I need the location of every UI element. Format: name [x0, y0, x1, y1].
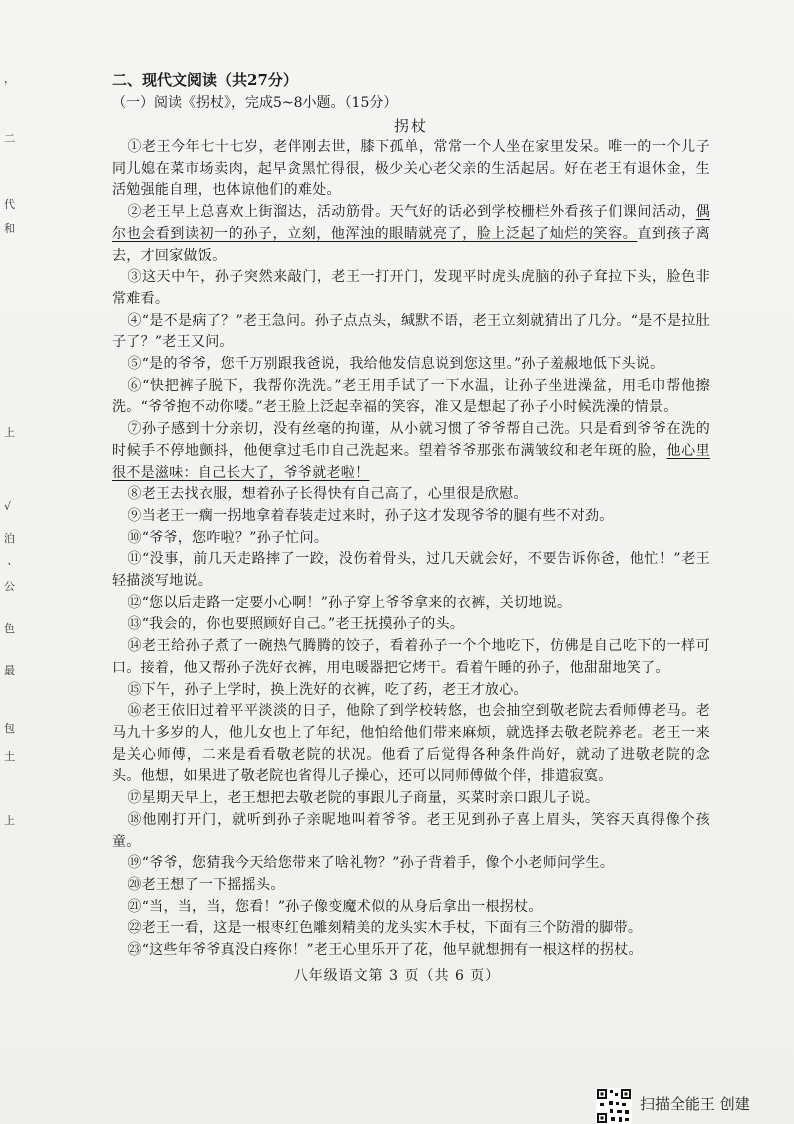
margin-mark: ㆍ [4, 558, 15, 571]
paragraph-text: ①老王今年七十七岁，老伴刚去世，膝下孤单，常常一个人坐在家里发呆。唯一的一个儿子同儿媳在菜市场卖肉，起早贪黑忙得很，极少关心老父亲的生活起居。好在老王有退休金，生活勉强能自理，也体谅他们的难处。 [112, 139, 710, 199]
margin-mark: 和 [4, 222, 15, 235]
paragraph-text: ㉒老王一看，这是一根枣红色雕刻精美的龙头实木手杖，下面有三个防滑的脚带。 [127, 920, 643, 937]
paragraph-text: ⑨当老王一瘸一拐地拿着春装走过来时，孙子这才发现爷爷的腿有些不对劲。 [127, 507, 614, 524]
paragraph-text: ⑥“快把裤子脱下，我帮你洗洗。”老王用手试了一下水温，让孙子坐进澡盆，用毛巾帮他擦洗。“爷爷抱不动你喽。”老王脸上泛起幸福的笑容，准又是想起了孙子小时候洗澡的情景。 [112, 377, 710, 416]
margin-mark: 公 [4, 580, 15, 593]
paragraph-text: 直到孩子离去，才回家做饭。 [112, 225, 710, 264]
margin-mark: 二 [4, 132, 15, 145]
story-paragraph [112, 202, 710, 267]
paragraph-text: ④“是不是病了？”老王急问。孙子点点头，缄默不语，老王立刻就猜出了几分。“是不是拉肚子了？”老王又问。 [112, 312, 710, 351]
margin-mark: ， [4, 72, 15, 85]
story-paragraph [112, 354, 710, 376]
paragraph-text: ⑲“爷爷，您猜我今天给您带来了啥礼物？”孙子背着手，像个小老师问学生。 [127, 855, 615, 872]
story-paragraph [112, 614, 710, 636]
section-title: 二、现代文阅读（共27分） [112, 71, 298, 89]
page-footer: 八年级语文第 3 页（共 6 页） [293, 968, 501, 984]
margin-mark: 包 [4, 722, 15, 735]
story-paragraph [112, 549, 710, 592]
story-paragraph [112, 267, 710, 310]
paragraph-text: ⑳老王想了一下摇摇头。 [127, 876, 285, 893]
story-paragraph [112, 506, 710, 528]
story-paragraph [112, 593, 710, 615]
story-paragraph [112, 528, 710, 550]
margin-mark: √ [4, 500, 12, 513]
paragraph-text: ⑬“我会的，你也要照顾好自己。”老王抚摸孙子的头。 [127, 616, 465, 633]
paragraph-text: ③这天中午，孙子突然来敲门，老王一打开门，发现平时虎头虎脑的孙子耷拉下头，脸色非常难看。 [112, 269, 710, 307]
paragraph-text: ⑤“是的爷爷，您千万别跟我爸说，我给他发信息说到您这里。”孙子羞赧地低下头说。 [127, 356, 665, 373]
paragraph-text: ⑱他刚打开门，就听到孙子亲昵地叫着爷爷。老王见到孙子喜上眉头，笑容天真得像个孩童。 [112, 811, 710, 850]
story-paragraph [112, 897, 710, 919]
binding-margin [0, 0, 22, 1124]
story-paragraph [112, 918, 710, 940]
underlined-sentence: 他心里很不是滋味：自己长大了，爷爷就老啦！ [112, 442, 710, 481]
paragraph-text: ⑪“没事，前几天走路摔了一跤，没伤着骨头，过几天就会好，不要告诉你爸，他忙！”老王轻描淡写地说。 [112, 551, 710, 590]
paragraph-text: ⑮下午，孙子上学时，换上洗好的衣裤，吃了药，老王才放心。 [127, 681, 528, 698]
story-paragraph [112, 940, 710, 962]
story-paragraph [112, 484, 710, 506]
scanner-watermark: 扫描全能王 创建 [640, 1095, 750, 1113]
margin-mark: 上 [4, 814, 15, 827]
margin-mark: 代 [4, 198, 15, 211]
story-paragraph [112, 636, 710, 679]
paragraph-text: ⑯老王依旧过着平平淡淡的日子，他除了到学校转悠，也会抽空到敬老院去看师傅老马。老马九十多岁的人，他儿女也上了年纪，他怕给他们带来麻烦，就选择去敬老院养老。老王一来是关心师傅，二来是看看敬老院的状况。他看了后觉得各种条件尚好，就动了进敬老院的念头。他想，如果进了敬老院也省得儿子操心，还可以同师傅做个伴，排遣寂寞。 [112, 703, 710, 785]
reading-section [112, 70, 710, 962]
paragraph-text: ⑫“您以后走路一定要小心啊！”孙子穿上爷爷拿来的衣裤，关切地说。 [127, 594, 572, 611]
paragraph-text: ㉑“当，当，当，您看！”孙子像变魔术似的从身后拿出一根拐杖。 [127, 898, 543, 915]
paragraph-text: ⑩“爷爷，您咋啦？”孙子忙问。 [127, 529, 329, 546]
paragraph-text: ⑭老王给孙子煮了一碗热气腾腾的饺子，看着孙子一个个地吃下，仿佛是自己吃下的一样可口。接着，他又帮孙子洗好衣裤，用电暖器把它烤干。看着午睡的孙子，他甜甜地笑了。 [112, 638, 710, 676]
paragraph-text: ⑦孙子感到十分亲切，没有丝毫的拘谨，从小就习惯了爷爷帮自己洗。只是看到爷爷在洗的时候手不停地颤抖，他便拿过毛巾自己洗起来。望着爷爷那张布满皱纹和老年斑的脸， [112, 421, 710, 459]
margin-mark: 土 [4, 750, 15, 763]
story-paragraph [112, 680, 710, 702]
margin-mark: 上 [4, 426, 15, 439]
qr-code-icon [596, 1088, 632, 1124]
story-paragraph [112, 853, 710, 875]
story-body [112, 137, 710, 962]
story-paragraph [112, 788, 710, 810]
task-instruction: （一）阅读《拐杖》，完成5~8小题。（15分） [112, 95, 398, 111]
story-paragraph [112, 311, 710, 354]
paragraph-text: ⑰星期天早上，老王想把去敬老院的事跟儿子商量，买菜时亲口跟儿子说。 [127, 790, 600, 807]
story-paragraph [112, 810, 710, 853]
margin-mark: 泊 [4, 532, 15, 545]
story-paragraph [112, 875, 710, 897]
paragraph-text: ⑧老王去找衣服，想着孙子长得快有自己高了，心里很是欣慰。 [127, 486, 528, 503]
story-paragraph [112, 376, 710, 419]
underlined-sentence: 偶尔也会看到读初一的孙子，立刻，他浑浊的眼睛就亮了，脸上泛起了灿烂的笑容。 [112, 204, 710, 242]
story-paragraph [112, 701, 710, 788]
paragraph-text: ㉓“这些年爷爷真没白疼你！”老王心里乐开了花，他早就想拥有一根这样的拐杖。 [127, 942, 643, 959]
story-title: 拐杖 [393, 117, 428, 135]
paragraph-text: ②老王早上总喜欢上街溜达，活动筋骨。天气好的话必到学校栅栏外看孩子们课间活动， [127, 204, 696, 221]
margin-mark: 色 [4, 622, 15, 635]
story-paragraph [112, 419, 710, 484]
margin-mark: 最 [4, 664, 15, 677]
story-paragraph [112, 137, 710, 202]
